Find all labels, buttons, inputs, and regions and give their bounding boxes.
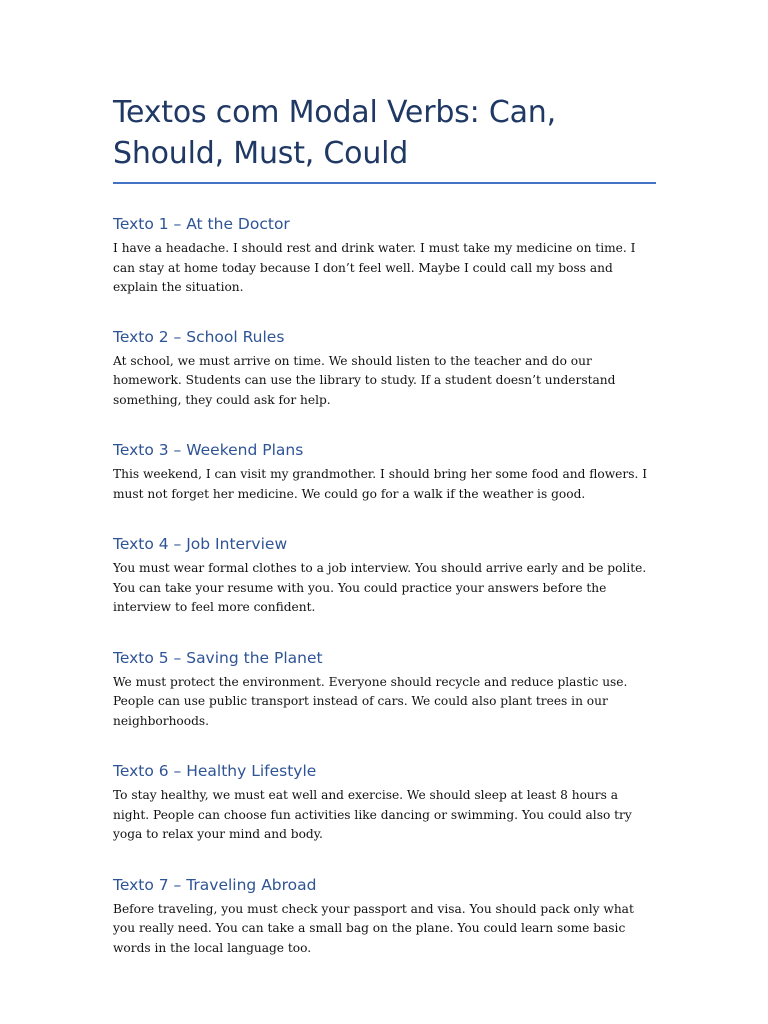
- section-texto-1: [113, 214, 656, 298]
- section-texto-6: [113, 761, 656, 845]
- section-body: To stay healthy, we must eat well and exercise. We should sleep at least 8 hours a night. People can choose fun activities like dancing or swimming. You could also try yoga to relax your mind and body.: [113, 788, 632, 841]
- section-body: This weekend, I can visit my grandmother. I should bring her some food and flowers. I must not forget her medicine. We could go for a walk if the weather is good.: [113, 467, 648, 501]
- document-title: Textos com Modal Verbs: Can, Should, Must, Could: [113, 95, 556, 171]
- section-texto-2: [113, 327, 656, 411]
- section-heading: Texto 4 – Job Interview: [113, 535, 288, 553]
- section-heading: Texto 3 – Weekend Plans: [113, 441, 304, 459]
- section-texto-5: [113, 648, 656, 732]
- section-body: You must wear formal clothes to a job interview. You should arrive early and be polite. You can take your resume with you. You could practice your answers before the interview to feel more confident.: [113, 561, 647, 614]
- section-body: I have a headache. I should rest and drink water. I must take my medicine on time. I can stay at home today because I don’t feel well. Maybe I could call my boss and explain the situation.: [113, 241, 636, 294]
- section-body: We must protect the environment. Everyone should recycle and reduce plastic use. People can use public transport instead of cars. We could also plant trees in our neighborhoods.: [113, 674, 628, 728]
- title-underline: [113, 182, 656, 184]
- section-texto-4: [113, 534, 656, 618]
- section-heading: Texto 6 – Healthy Lifestyle: [113, 762, 317, 780]
- sections-container: [113, 214, 656, 958]
- section-heading: Texto 7 – Traveling Abroad: [113, 875, 317, 894]
- section-texto-3: [113, 440, 656, 504]
- section-body: Before traveling, you must check your passport and visa. You should pack only what you really need. You can take a small bag on the plane. You could learn some basic words in the local language too.: [113, 901, 634, 955]
- document-page: [113, 92, 656, 958]
- section-heading: Texto 5 – Saving the Planet: [113, 648, 323, 667]
- section-texto-7: [113, 875, 656, 959]
- section-body: At school, we must arrive on time. We should listen to the teacher and do our homework. Students can use the library to study. If a student doesn’t understand something, they could ask for help.: [113, 353, 616, 407]
- section-heading: Texto 2 – School Rules: [113, 327, 285, 346]
- section-heading: Texto 1 – At the Doctor: [113, 215, 290, 233]
